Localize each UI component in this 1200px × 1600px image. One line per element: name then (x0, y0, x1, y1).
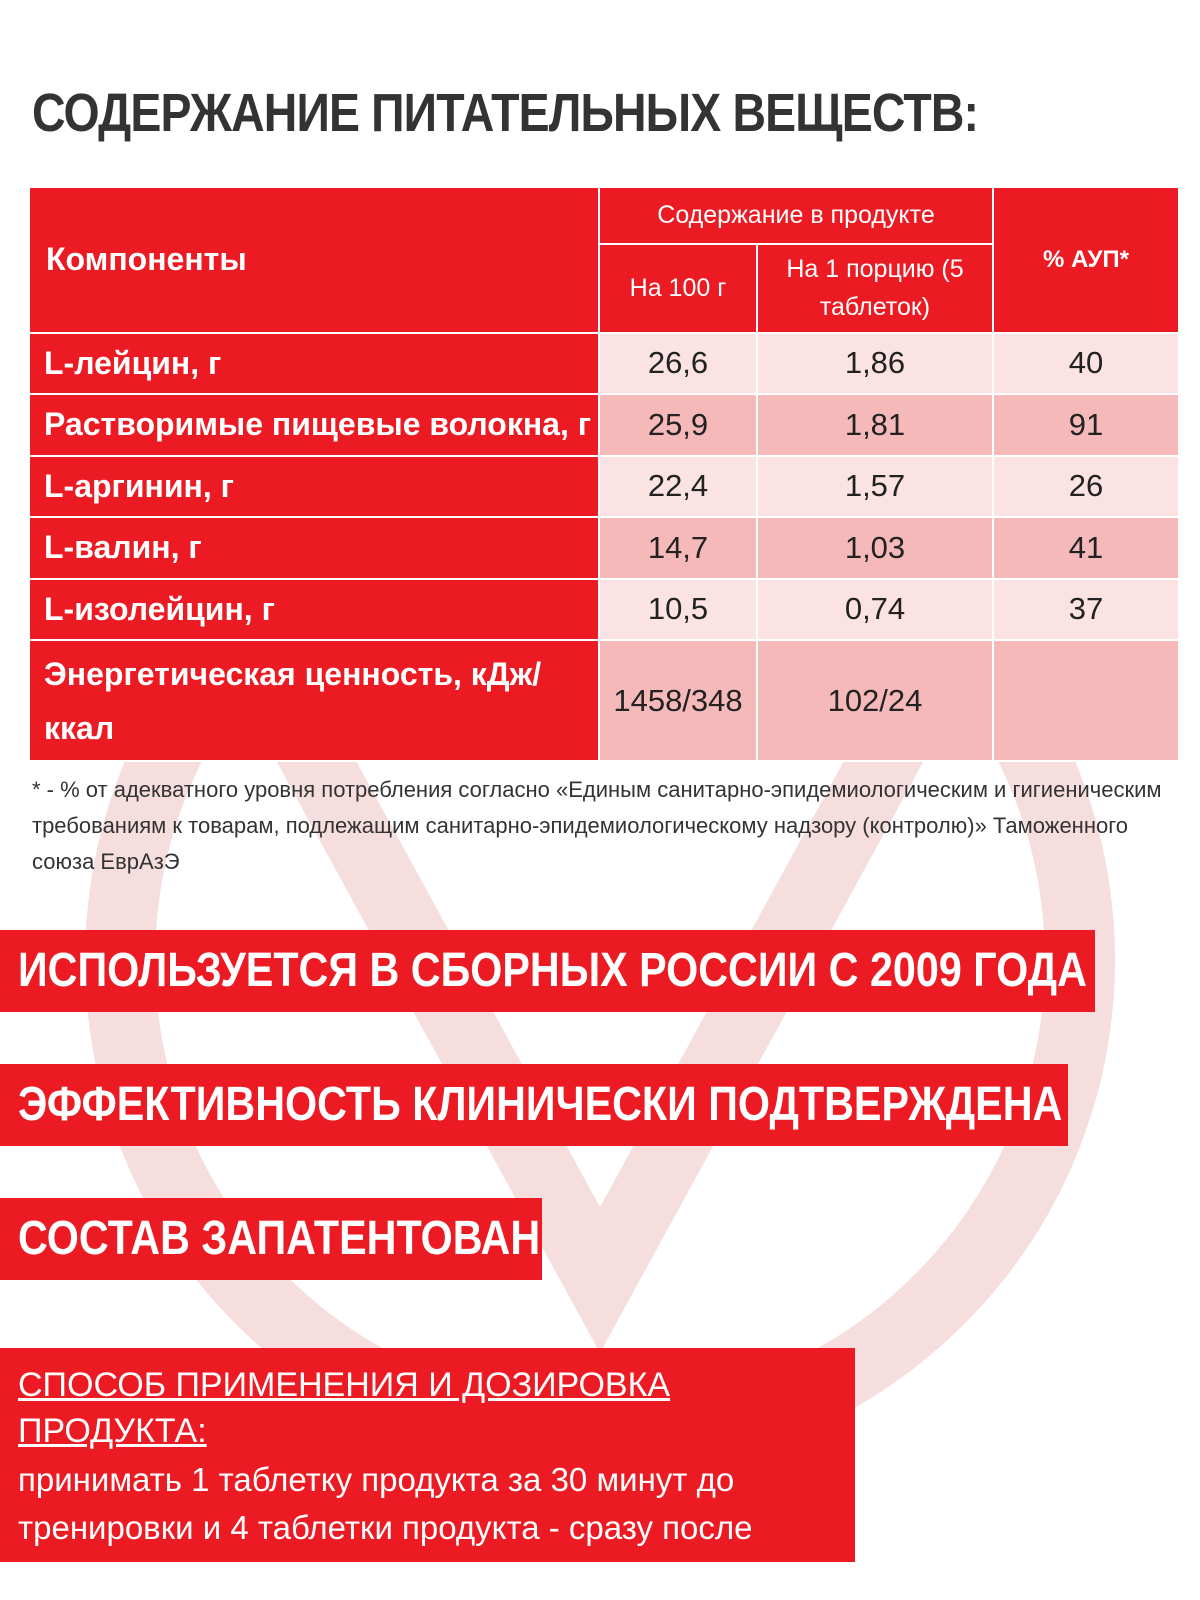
table-row (29, 640, 1179, 761)
table-row (29, 333, 1179, 395)
header-content-group: Содержание в продукте (599, 187, 993, 244)
banner-clinically-proven (0, 1064, 1068, 1146)
usage-box (0, 1348, 855, 1594)
usage-text: принимать 1 таблетку продукта за 30 минут до тренировки и 4 таблетки продукта - сразу после тренировки, запивая водой. (18, 1461, 753, 1594)
banner-patented (0, 1198, 542, 1280)
banner-national-teams (0, 930, 1095, 1012)
row-percent (993, 640, 1179, 761)
header-percent: % АУП* (993, 187, 1179, 333)
row-portion: 1,86 (757, 333, 993, 395)
row-per100: 22,4 (599, 456, 757, 518)
row-name: L-валин, г (29, 517, 599, 579)
row-percent: 41 (993, 517, 1179, 579)
row-name: Растворимые пищевые волокна, г (29, 394, 599, 456)
row-name: Энергетическая ценность, кДж/ккал (29, 640, 599, 761)
row-name: L-лейцин, г (29, 333, 599, 395)
header-per100: На 100 г (599, 244, 757, 332)
row-per100: 10,5 (599, 579, 757, 641)
row-portion: 102/24 (757, 640, 993, 761)
row-portion: 1,81 (757, 394, 993, 456)
row-percent: 37 (993, 579, 1179, 641)
table-row (29, 517, 1179, 579)
usage-title: СПОСОБ ПРИМЕНЕНИЯ И ДОЗИРОВКА ПРОДУКТА: (18, 1366, 671, 1450)
banner-text: СОСТАВ ЗАПАТЕНТОВАН (18, 1212, 541, 1265)
row-per100: 26,6 (599, 333, 757, 395)
header-per-portion: На 1 порцию (5 таблеток) (757, 244, 993, 332)
page-title: СОДЕРЖАНИЕ ПИТАТЕЛЬНЫХ ВЕЩЕСТВ: (32, 83, 979, 143)
row-per100: 1458/348 (599, 640, 757, 761)
row-percent: 91 (993, 394, 1179, 456)
table-row (29, 579, 1179, 641)
nutrition-table (28, 186, 1180, 762)
footnote: * - % от адекватного уровня потребления согласно «Единым санитарно-эпидемиологическим и гигиеническим требованиям к товарам, подлежащим санитарно-эпидемиологическому надзору (контролю)» Таможенного союза ЕврАзЭ (32, 777, 1162, 874)
header-components: Компоненты (29, 187, 599, 333)
table-row (29, 394, 1179, 456)
row-per100: 25,9 (599, 394, 757, 456)
banner-text: ЭФФЕКТИВНОСТЬ КЛИНИЧЕСКИ ПОДТВЕРЖДЕНА (18, 1078, 1063, 1131)
banner-text: ИСПОЛЬЗУЕТСЯ В СБОРНЫХ РОССИИ С 2009 ГОДА (18, 944, 1087, 997)
table-row (29, 456, 1179, 518)
row-portion: 0,74 (757, 579, 993, 641)
row-portion: 1,03 (757, 517, 993, 579)
row-per100: 14,7 (599, 517, 757, 579)
row-percent: 26 (993, 456, 1179, 518)
row-percent: 40 (993, 333, 1179, 395)
row-portion: 1,57 (757, 456, 993, 518)
row-name: L-аргинин, г (29, 456, 599, 518)
row-name: L-изолейцин, г (29, 579, 599, 641)
